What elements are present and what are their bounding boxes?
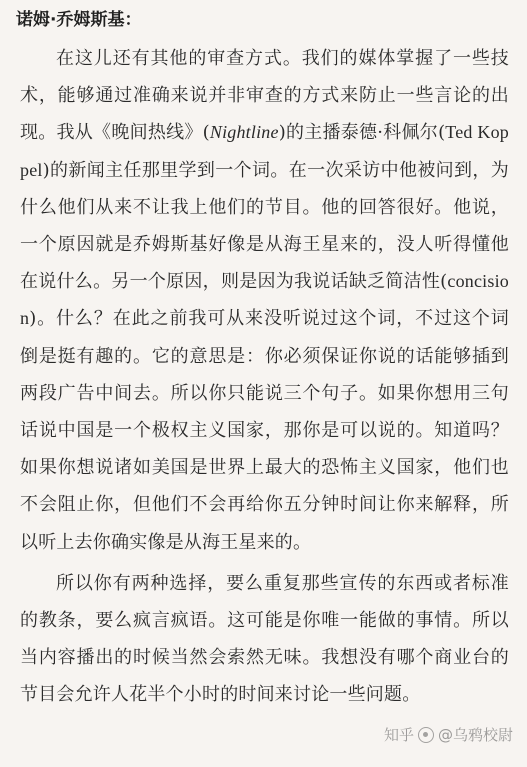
host-name-english: Ted Koppel <box>20 122 509 180</box>
watermark-author: @乌鸦校尉 <box>437 726 513 744</box>
watermark <box>384 724 513 745</box>
paragraph-1-part-4: )。什么？在此之前我可从来没听说过这个词，不过这个词倒是挺有趣的。它的意思是：你必须保证你说的话能够插到两段广告中间去。所以你只能说三个句子。如果你想用三句话说中国是一个极权主义国家，那你是可以说的。知道吗？如果你想说诸如美国是世界上最大的恐怖主义国家，他们也不会阻止你，但他们不会再给你五分钟时间让你来解释，所以听上去你确实像是从海王星来的。 <box>20 308 509 553</box>
paragraph-1 <box>20 40 509 561</box>
paragraph-2: 所以你有两种选择，要么重复那些宣传的东西或者标准的教条，要么疯言疯语。这可能是你唯一能做的事情。所以当内容播出的时候当然会索然无味。我想没有哪个商业台的节目会允许人花半个小时的时间来讨论一些问题。 <box>20 572 509 706</box>
term-english: concision <box>20 271 509 329</box>
paragraph-1-part-3: )的新闻主任那里学到一个词。在一次采访中他被问到，为什么他们从来不让我上他们的节目。他的回答很好。他说，一个原因就是乔姆斯基好像是从海王星来的，没人听得懂他在说什么。另一个原因，则是因为我说话缺乏简洁性( <box>20 159 509 293</box>
paragraph-1-part-1: 在这儿还有其他的审查方式。我们的媒体掌握了一些技术，能够通过准确来说并非审查的方式来防止一些言论的出现。我从《晚间热线》( <box>20 48 509 144</box>
speaker-heading: 诺姆·乔姆斯基： <box>16 10 142 30</box>
show-name-english: Nightline <box>209 122 279 143</box>
zhihu-user-icon <box>418 727 434 743</box>
paragraph-1-part-2: )的主播泰德·科佩尔( <box>278 122 446 144</box>
watermark-site: 知乎 <box>383 726 414 744</box>
